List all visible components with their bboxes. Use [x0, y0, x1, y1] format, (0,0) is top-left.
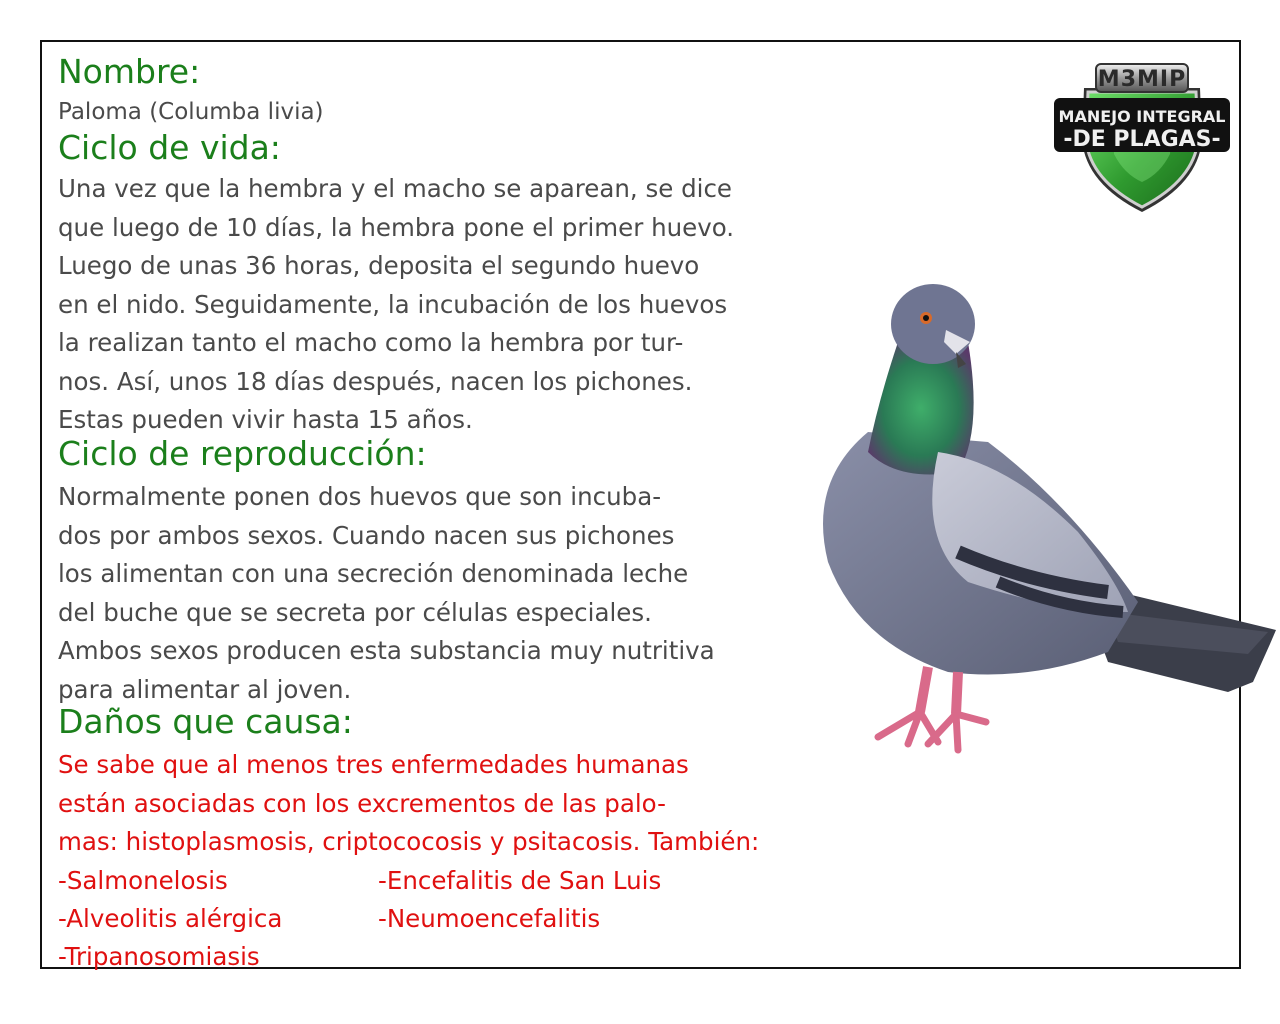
disease-item: -Alveolitis alérgica	[58, 904, 283, 933]
danos-line: están asociadas con los excrementos de las palo-	[58, 788, 666, 818]
danos-text	[58, 746, 759, 862]
nombre-value: Paloma (Columba livia)	[58, 99, 324, 125]
ciclo-reproduccion-heading: Ciclo de reproducción:	[58, 434, 427, 473]
ciclo-reproduccion-line: Ambos sexos producen esta substancia muy nutritiva	[58, 636, 715, 665]
ciclo-vida-line: la realizan tanto el macho como la hembra por tur-	[58, 328, 684, 357]
ciclo-vida-line: en el nido. Seguidamente, la incubación de los huevos	[58, 289, 728, 319]
disease-item: -Tripanosomiasis	[58, 942, 260, 971]
nombre-heading: Nombre:	[58, 52, 201, 91]
ciclo-reproduccion-line: dos por ambos sexos. Cuando nacen sus pichones	[58, 520, 675, 550]
disease-item: -Encefalitis de San Luis	[378, 866, 662, 895]
ciclo-reproduccion-line: los alimentan con una secreción denominada leche	[58, 559, 689, 588]
ciclo-vida-line: que luego de 10 días, la hembra pone el primer huevo.	[58, 212, 735, 242]
ciclo-vida-text	[58, 170, 734, 440]
ciclo-vida-line: Estas pueden vivir hasta 15 años.	[58, 405, 473, 434]
logo-line2: -DE PLAGAS-	[1063, 127, 1221, 152]
ciclo-reproduccion-text	[58, 478, 715, 709]
m3mip-logo	[1052, 58, 1232, 216]
ciclo-reproduccion-line: para alimentar al joven.	[58, 674, 352, 704]
disease-item: -Salmonelosis	[58, 866, 228, 895]
danos-line: Se sabe que al menos tres enfermedades humanas	[58, 750, 689, 779]
ciclo-vida-heading: Ciclo de vida:	[58, 128, 281, 167]
disease-item: -Neumoencefalitis	[378, 904, 601, 933]
logo-line1: MANEJO INTEGRAL	[1058, 107, 1226, 126]
ciclo-reproduccion-line: del buche que se secreta por células especiales.	[58, 597, 652, 627]
danos-heading: Daños que causa:	[58, 702, 353, 741]
ciclo-reproduccion-line: Normalmente ponen dos huevos que son incuba-	[58, 482, 662, 511]
danos-line: mas: histoplasmosis, criptococosis y psitacosis. También:	[58, 827, 760, 856]
logo-top-text: M3MIP	[1097, 67, 1187, 92]
pigeon-image	[808, 282, 1280, 754]
ciclo-vida-line: Luego de unas 36 horas, deposita el segundo huevo	[58, 251, 700, 280]
ciclo-vida-line: Una vez que la hembra y el macho se aparean, se dice	[58, 174, 732, 203]
ciclo-vida-line: nos. Así, unos 18 días después, nacen los pichones.	[58, 366, 693, 396]
